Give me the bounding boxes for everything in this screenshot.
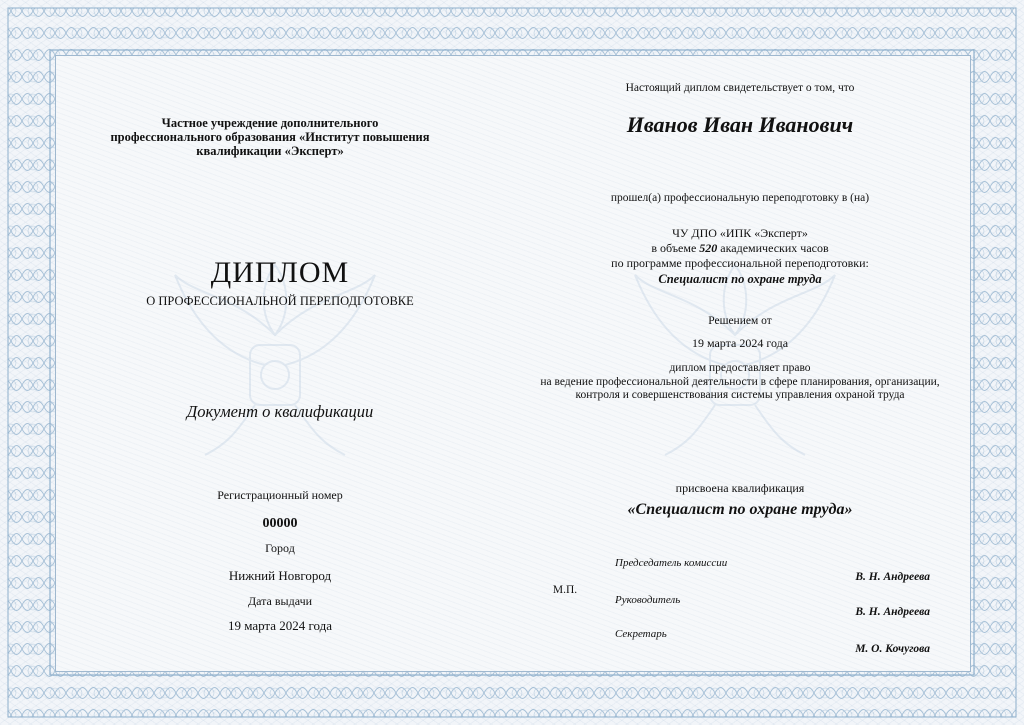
rights-line: контроля и совершенствования системы управления охраной труда — [575, 389, 905, 401]
institution-name — [90, 116, 450, 158]
signature-role: Секретарь — [615, 628, 667, 640]
stamp-place: М.П. — [552, 584, 578, 596]
hours-value: 520 — [699, 241, 718, 255]
hours-suffix: академических часов — [717, 241, 829, 255]
program-name: Специалист по охране труда — [658, 272, 822, 286]
hours-prefix: в объеме — [651, 241, 700, 255]
issue-date-label: Дата выдачи — [247, 594, 313, 608]
diploma-title: ДИПЛОМ — [210, 256, 350, 289]
passed-text: прошел(а) профессиональную переподготовку в (на) — [610, 192, 870, 204]
intro-text: Настоящий диплом свидетельствует о том, что — [625, 82, 855, 94]
institution-line: Частное учреждение дополнительного — [161, 116, 379, 130]
document-type: Документ о квалификации — [186, 402, 374, 421]
city-value: Нижний Новгород — [228, 568, 332, 583]
city-label: Город — [265, 541, 295, 555]
rights-line: диплом предоставляет право — [669, 362, 811, 374]
qualification-value: «Специалист по охране труда» — [627, 501, 853, 518]
signature-name: В. Н. Андреева — [855, 606, 930, 618]
diploma-subtitle: О ПРОФЕССИОНАЛЬНОЙ ПЕРЕПОДГОТОВКЕ — [146, 294, 414, 308]
rights-text — [515, 362, 965, 403]
hours-line — [560, 241, 920, 256]
institution-line: профессионального образования «Институт повышения — [110, 130, 430, 144]
reg-number: 00000 — [262, 516, 298, 531]
signature-role: Руководитель — [615, 594, 681, 606]
organization-short: ЧУ ДПО «ИПК «Эксперт» — [672, 226, 808, 240]
graduate-name: Иванов Иван Иванович — [626, 112, 854, 137]
decision-label: Решением от — [708, 315, 772, 327]
institution-line: квалификации «Эксперт» — [196, 144, 344, 158]
signature-name: М. О. Кочугова — [855, 643, 930, 655]
issue-date: 19 марта 2024 года — [227, 618, 333, 633]
qualification-label: присвоена квалификация — [675, 481, 805, 495]
decision-date: 19 марта 2024 года — [691, 336, 789, 350]
reg-number-label: Регистрационный номер — [217, 488, 343, 502]
rights-line: на ведение профессиональной деятельности в сфере планирования, организации, — [540, 375, 940, 388]
program-label: по программе профессиональной переподготовки: — [611, 256, 869, 270]
signature-role: Председатель комиссии — [615, 557, 728, 569]
signature-name: В. Н. Андреева — [855, 571, 930, 583]
